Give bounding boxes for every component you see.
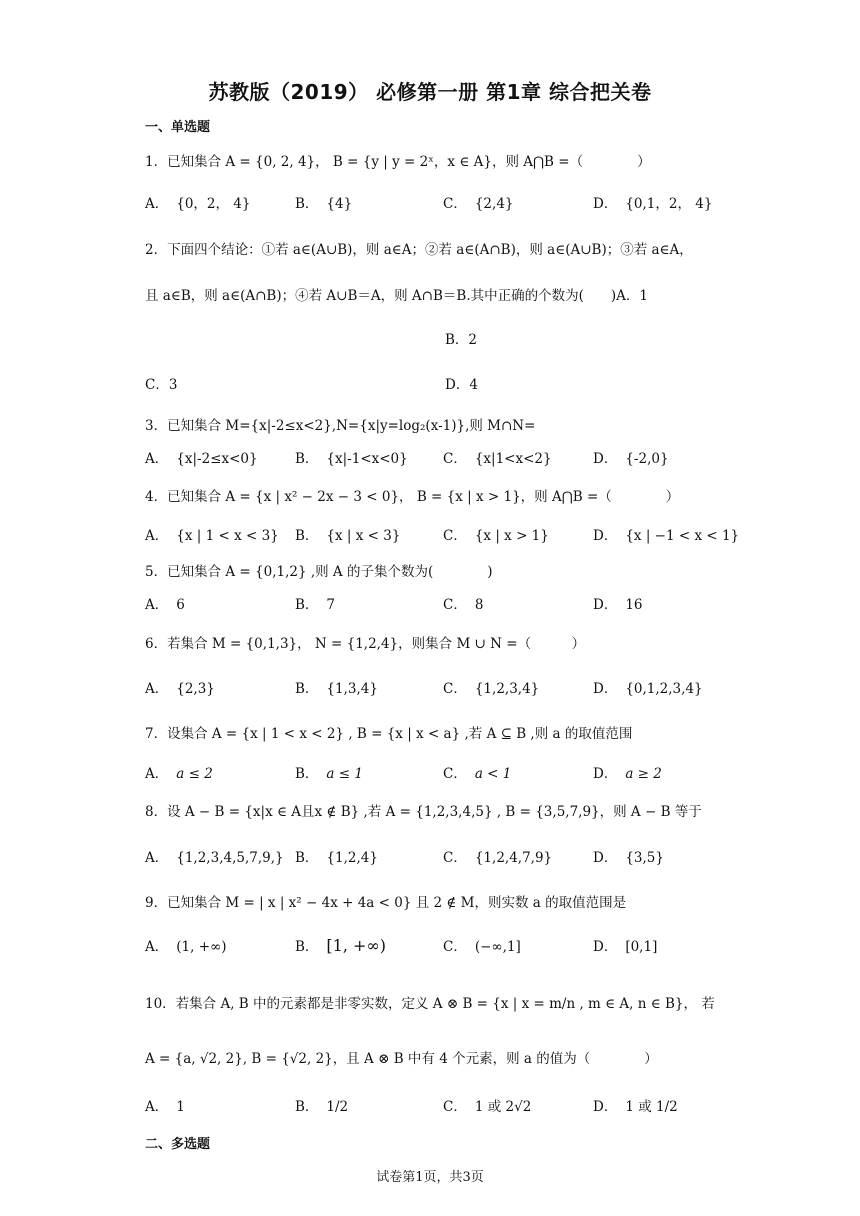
option-d: D． a ≥ 2 <box>593 766 662 782</box>
question-4: 4．已知集合 A = {x | x² − 2x − 3 < 0}， B = {x | x > 1}，则 A⋂B =（ ） <box>145 489 680 505</box>
option-c: C． {x|1<x<2} <box>443 451 552 467</box>
option-a: A． {1,2,3,4,5,7,9,} <box>145 850 284 866</box>
question-3-options <box>145 447 745 469</box>
option-a: A． (1, +∞) <box>145 939 227 955</box>
option-b: B． 1/2 <box>295 1099 349 1115</box>
question-1-options <box>145 192 745 214</box>
option-d: D． 16 <box>593 597 643 613</box>
option-b: B． {4} <box>295 196 353 212</box>
question-6-options <box>145 677 745 699</box>
question-2-option-b: B．2 <box>445 332 478 348</box>
option-a: A． 1 <box>145 1099 185 1115</box>
option-c: C． {1,2,3,4} <box>443 681 540 697</box>
question-8: 8．设 A − B = {x|x ∈ A且x ∉ B} ,若 A = {1,2,3,4,5} , B = {3,5,7,9}，则 A − B 等于 <box>145 804 702 820</box>
option-c: C． {x | x > 1} <box>443 528 549 544</box>
question-2-line-1: 2．下面四个结论：①若 a∈(A∪B)，则 a∈A；②若 a∈(A∩B)，则 a∈(A∪B)；③若 a∈A， <box>145 242 693 258</box>
question-1: 1．已知集合 A = {0, 2, 4}， B = {y | y = 2ˣ，x ∈ A}，则 A⋂B =（ ） <box>145 154 651 170</box>
option-b: B． {1,3,4} <box>295 681 378 697</box>
question-10-options <box>145 1095 745 1117</box>
option-d: D． {x | −1 < x < 1} <box>593 528 740 544</box>
option-b: B． a ≤ 1 <box>295 766 363 782</box>
question-2-option-d: D．4 <box>445 377 478 393</box>
question-8-options <box>145 846 745 868</box>
option-c: C． (−∞,1] <box>443 939 521 955</box>
page-footer: 试卷第1页，共3页 <box>376 1170 484 1185</box>
option-a: A． {x | 1 < x < 3} <box>145 528 279 544</box>
section-single-choice: 一、单选题 <box>145 120 211 135</box>
question-10-line-2: A = {a, √2, 2}, B = {√2, 2}，且 A ⊗ B 中有 4 个元素，则 a 的值为（ ） <box>145 1051 658 1067</box>
question-7: 7．设集合 A = {x | 1 < x < 2} , B = {x | x < a} ,若 A ⊆ B ,则 a 的取值范围 <box>145 726 633 742</box>
question-7-options <box>145 762 745 784</box>
option-c: C． 8 <box>443 597 484 613</box>
question-10-line-1: 10．若集合 A, B 中的元素都是非零实数，定义 A ⊗ B = {x | x = m/n , m ∈ A, n ∈ B}， 若 <box>145 996 715 1012</box>
option-a: A． 6 <box>145 597 185 613</box>
section-multiple-choice: 二、多选题 <box>145 1137 211 1152</box>
option-c: C． {2,4} <box>443 196 514 212</box>
question-6: 6．若集合 M = {0,1,3}， N = {1,2,4}，则集合 M ∪ N =（ ） <box>145 636 586 652</box>
option-c: C． {1,2,4,7,9} <box>443 850 553 866</box>
option-a: A． a ≤ 2 <box>145 766 213 782</box>
question-3: 3．已知集合 M={x|-2≤x<2},N={x|y=log₂(x-1)},则 M∩N= <box>145 418 536 434</box>
option-b: B． 7 <box>295 597 336 613</box>
option-c: C． a < 1 <box>443 766 512 782</box>
option-c: C． 1 或 2√2 <box>443 1099 532 1115</box>
option-b: B． {x | x < 3} <box>295 528 401 544</box>
question-4-options <box>145 524 745 546</box>
option-a: A． {0，2， 4} <box>145 196 251 212</box>
option-d: D． {-2,0} <box>593 451 669 467</box>
question-2-line-2: 且 a∈B，则 a∈(A∩B)；④若 A∪B＝A，则 A∩B＝B.其中正确的个数为( )A．1 <box>145 288 648 304</box>
option-b: B． [1, +∞) <box>295 936 386 955</box>
question-2-option-c: C．3 <box>145 377 178 393</box>
question-9: 9．已知集合 M = | x | x² − 4x + 4a < 0} 且 2 ∉ M，则实数 a 的取值范围是 <box>145 895 627 911</box>
question-5: 5．已知集合 A = {0,1,2} ,则 A 的子集个数为( ) <box>145 564 493 580</box>
exam-title: 苏教版（2019） 必修第一册 第1章 综合把关卷 <box>208 80 652 104</box>
option-d: D． {3,5} <box>593 850 664 866</box>
option-b: B． {1,2,4} <box>295 850 378 866</box>
option-d: D． {0,1,2,3,4} <box>593 681 703 697</box>
option-b: B． {x|-1<x<0} <box>295 451 408 467</box>
option-d: D． 1 或 1/2 <box>593 1099 678 1115</box>
option-d: D． [0,1] <box>593 939 658 955</box>
question-9-options <box>145 935 745 957</box>
option-a: A． {x|-2≤x<0} <box>145 451 258 467</box>
option-a: A． {2,3} <box>145 681 215 697</box>
option-d: D． {0,1，2， 4} <box>593 196 713 212</box>
question-5-options <box>145 593 745 615</box>
